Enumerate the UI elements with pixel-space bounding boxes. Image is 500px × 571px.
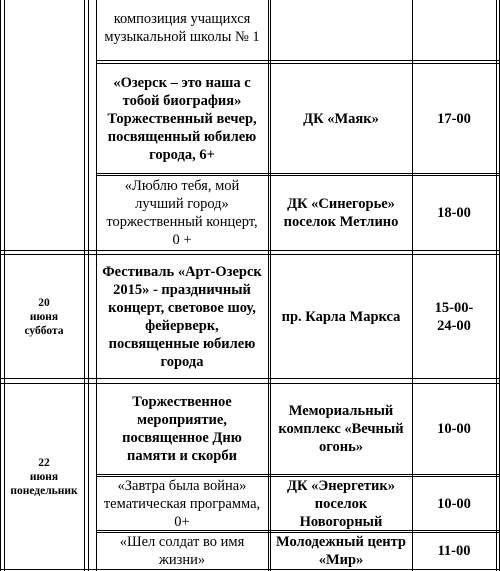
- time-text: 10-00: [437, 421, 471, 437]
- event-column-border-right: [268, 0, 269, 571]
- event-cell: [96, 0, 268, 60]
- place-text: ДК «Маяк»: [303, 110, 379, 127]
- row-divider: [96, 474, 500, 475]
- event-cell: [96, 477, 268, 530]
- event-cell: [96, 176, 268, 250]
- date-weekday: понедельник: [10, 485, 78, 497]
- event-cell: [96, 533, 268, 569]
- date-column-border-right-b: [88, 0, 89, 571]
- group-divider: [0, 250, 500, 251]
- time-text: 17-00: [437, 110, 471, 127]
- event-text: Фестиваль «Арт-Озерск 2015» - праздничный концерт, световое шоу, фейерверк, посвященные юбилею города: [102, 263, 262, 370]
- row-divider: [96, 60, 500, 61]
- time-cell: [412, 255, 496, 378]
- event-cell: [96, 255, 268, 378]
- date-day: 20: [38, 296, 50, 309]
- place-cell: [270, 64, 412, 173]
- time-cell: [412, 64, 496, 173]
- date-day: 22: [38, 457, 50, 469]
- date-column-border-right-a: [84, 0, 85, 571]
- event-cell: [96, 64, 268, 173]
- time-text: 15-00-24-00: [434, 299, 474, 334]
- row-divider: [96, 173, 500, 174]
- table-border-right-inner: [496, 0, 497, 571]
- time-cell: [412, 384, 496, 474]
- event-text: «Шел солдат во имя жизни»: [119, 534, 245, 568]
- time-text: 11-00: [437, 543, 471, 559]
- place-cell: [270, 533, 412, 569]
- event-cell: [96, 384, 268, 474]
- place-text: пр. Карла Маркса: [281, 308, 401, 325]
- table-border-left-outer: [0, 0, 1, 571]
- place-text: Мемориальный комплекс «Вечный огонь»: [278, 403, 404, 455]
- time-text: 18-00: [437, 205, 471, 221]
- event-text: «Озерск – это наша с тобой биография» Торжественный вечер, посвященный юбилею города, 6+: [107, 74, 257, 163]
- date-month: июня: [29, 471, 59, 483]
- place-cell: [270, 255, 412, 378]
- place-cell: [270, 384, 412, 474]
- event-text: композиция учащихся музыкальной школы № 1: [104, 11, 260, 45]
- date-cell: [4, 255, 84, 378]
- group-divider: [0, 378, 500, 379]
- place-cell: [270, 477, 412, 530]
- event-text: Торжественное мероприятие, посвященное Дню памяти и скорби: [122, 394, 242, 464]
- event-text: «Завтра была война» тематическая программа, 0+: [103, 477, 261, 530]
- time-cell: [412, 477, 496, 530]
- time-cell: [412, 176, 496, 250]
- place-text: Молодежный центр «Мир»: [276, 534, 406, 568]
- place-text: ДК «Энергетик» поселок Новогорный: [287, 477, 395, 530]
- date-weekday: суббота: [24, 324, 64, 337]
- event-text: «Люблю тебя, мой лучший город» торжественный концерт, 0 +: [106, 178, 258, 248]
- place-text: ДК «Синегорье» поселок Метлино: [283, 196, 399, 230]
- place-cell: [270, 176, 412, 250]
- date-cell: [4, 384, 84, 570]
- time-text: 10-00: [437, 495, 471, 512]
- date-month: июня: [29, 310, 59, 323]
- time-cell: [412, 533, 496, 569]
